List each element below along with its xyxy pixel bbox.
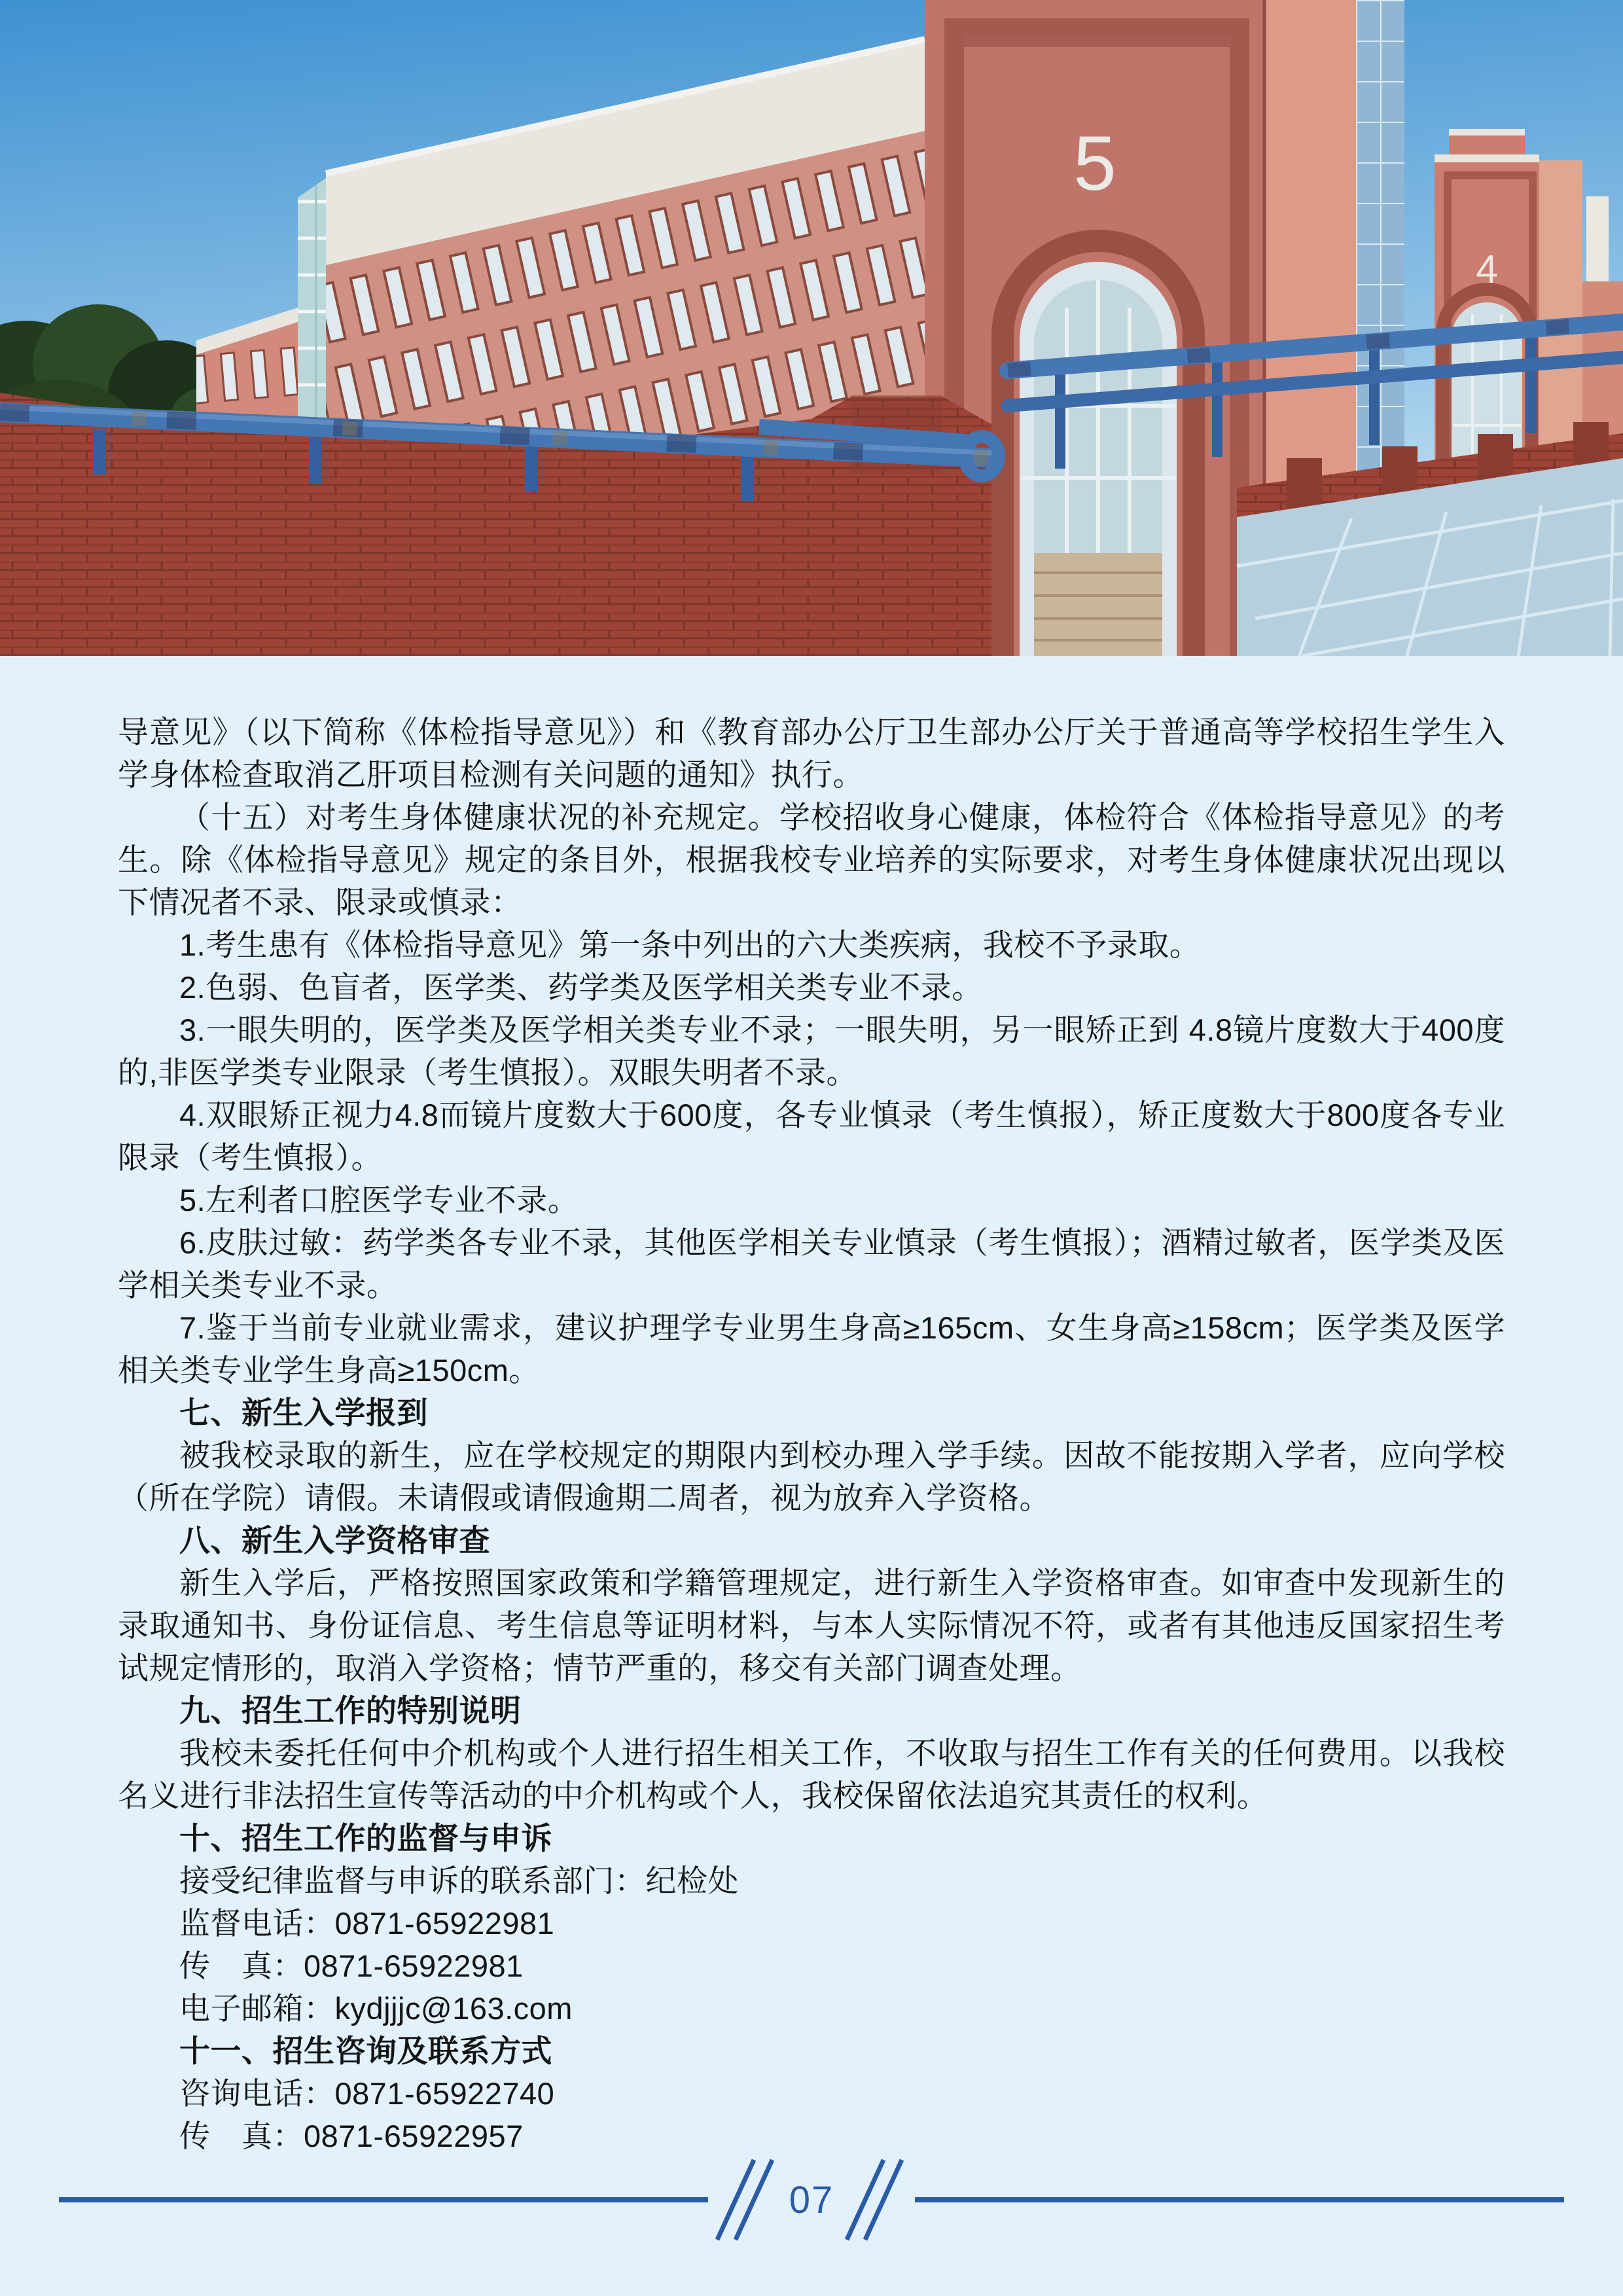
contact-line: 传 真：0871-65922957 — [179, 2119, 524, 2153]
footer-rule-left — [59, 2197, 708, 2202]
contact-line: 电子邮箱：kydjjjc@163.com — [179, 1991, 573, 2026]
paragraph: （十五）对考生身体健康状况的补充规定。学校招收身心健康，体检符合《体检指导意见》的考生。除《体检指导意见》规定的条目外，根据我校专业培养的实际要求，对考生身体健康状况出现以下情况者不录、限录或慎录： — [118, 800, 1505, 920]
document-body — [0, 656, 1623, 2157]
campus-photo — [0, 0, 1623, 656]
double-slash-icon — [840, 2157, 912, 2242]
contact-line: 咨询电话：0871-65922740 — [179, 2076, 555, 2111]
contact-line: 传 真：0871-65922981 — [179, 1948, 524, 1983]
section-heading: 十一、招生咨询及联系方式 — [179, 2034, 552, 2068]
list-item: 7.鉴于当前专业就业需求，建议护理学专业男生身高≥165cm、女生身高≥158cm；医学类及医学相关类专业学生身高≥150cm。 — [118, 1310, 1505, 1388]
list-item: 4.双眼矫正视力4.8而镜片度数大于600度，各专业慎录（考生慎报），矫正度数大于800度各专业限录（考生慎报）。 — [118, 1098, 1505, 1175]
paragraph: 被我校录取的新生，应在学校规定的期限内到校办理入学手续。因故不能按期入学者，应向学校（所在学院）请假。未请假或请假逾期二周者，视为放弃入学资格。 — [118, 1438, 1505, 1515]
paragraph: 新生入学后，严格按照国家政策和学籍管理规定，进行新生入学资格审查。如审查中发现新生的录取通知书、身份证信息、考生信息等证明材料，与本人实际情况不符，或者有其他违反国家招生考试规定情形的，取消入学资格；情节严重的，移交有关部门调查处理。 — [118, 1566, 1505, 1685]
list-item: 2.色弱、色盲者，医学类、药学类及医学相关类专业不录。 — [179, 970, 983, 1005]
paragraph: 导意见》（以下简称《体检指导意见》）和《教育部办公厅卫生部办公厅关于普通高等学校招生学生入学身体检查取消乙肝项目检测有关问题的通知》执行。 — [118, 715, 1505, 792]
list-item: 6.皮肤过敏：药学类各专业不录，其他医学相关专业慎录（考生慎报）；酒精过敏者，医学类及医学相关类专业不录。 — [118, 1225, 1505, 1302]
list-item: 5.左利者口腔医学专业不录。 — [179, 1183, 579, 1217]
building-number-4: 4 — [1476, 247, 1498, 291]
section-heading: 八、新生入学资格审查 — [179, 1523, 490, 1558]
page-footer — [0, 2157, 1623, 2242]
section-heading: 九、招生工作的特别说明 — [179, 1693, 522, 1728]
list-item: 3.一眼失明的，医学类及医学相关类专业不录；一眼失明，另一眼矫正到 4.8镜片度数大于400度的,非医学类专业限录（考生慎报）。双眼失明者不录。 — [118, 1013, 1505, 1090]
contact-line: 监督电话：0871-65922981 — [179, 1906, 555, 1941]
section-heading: 七、新生入学报到 — [179, 1395, 428, 1430]
paragraph: 我校未委托任何中介机构或个人进行招生相关工作，不收取与招生工作有关的任何费用。以我校名义进行非法招生宣传等活动的中介机构或个人，我校保留依法追究其责任的权利。 — [118, 1736, 1505, 1813]
section-heading: 十、招生工作的监督与申诉 — [179, 1821, 552, 1856]
double-slash-icon — [711, 2157, 783, 2242]
list-item: 1.考生患有《体检指导意见》第一条中列出的六大类疾病，我校不予录取。 — [179, 927, 1201, 962]
campus-photo-illustration — [0, 0, 1623, 656]
footer-rule-right — [915, 2197, 1564, 2202]
building-number-5: 5 — [1073, 120, 1116, 207]
page-number: 07 — [789, 2178, 834, 2221]
contact-line: 接受纪律监督与申诉的联系部门：纪检处 — [179, 1863, 739, 1898]
